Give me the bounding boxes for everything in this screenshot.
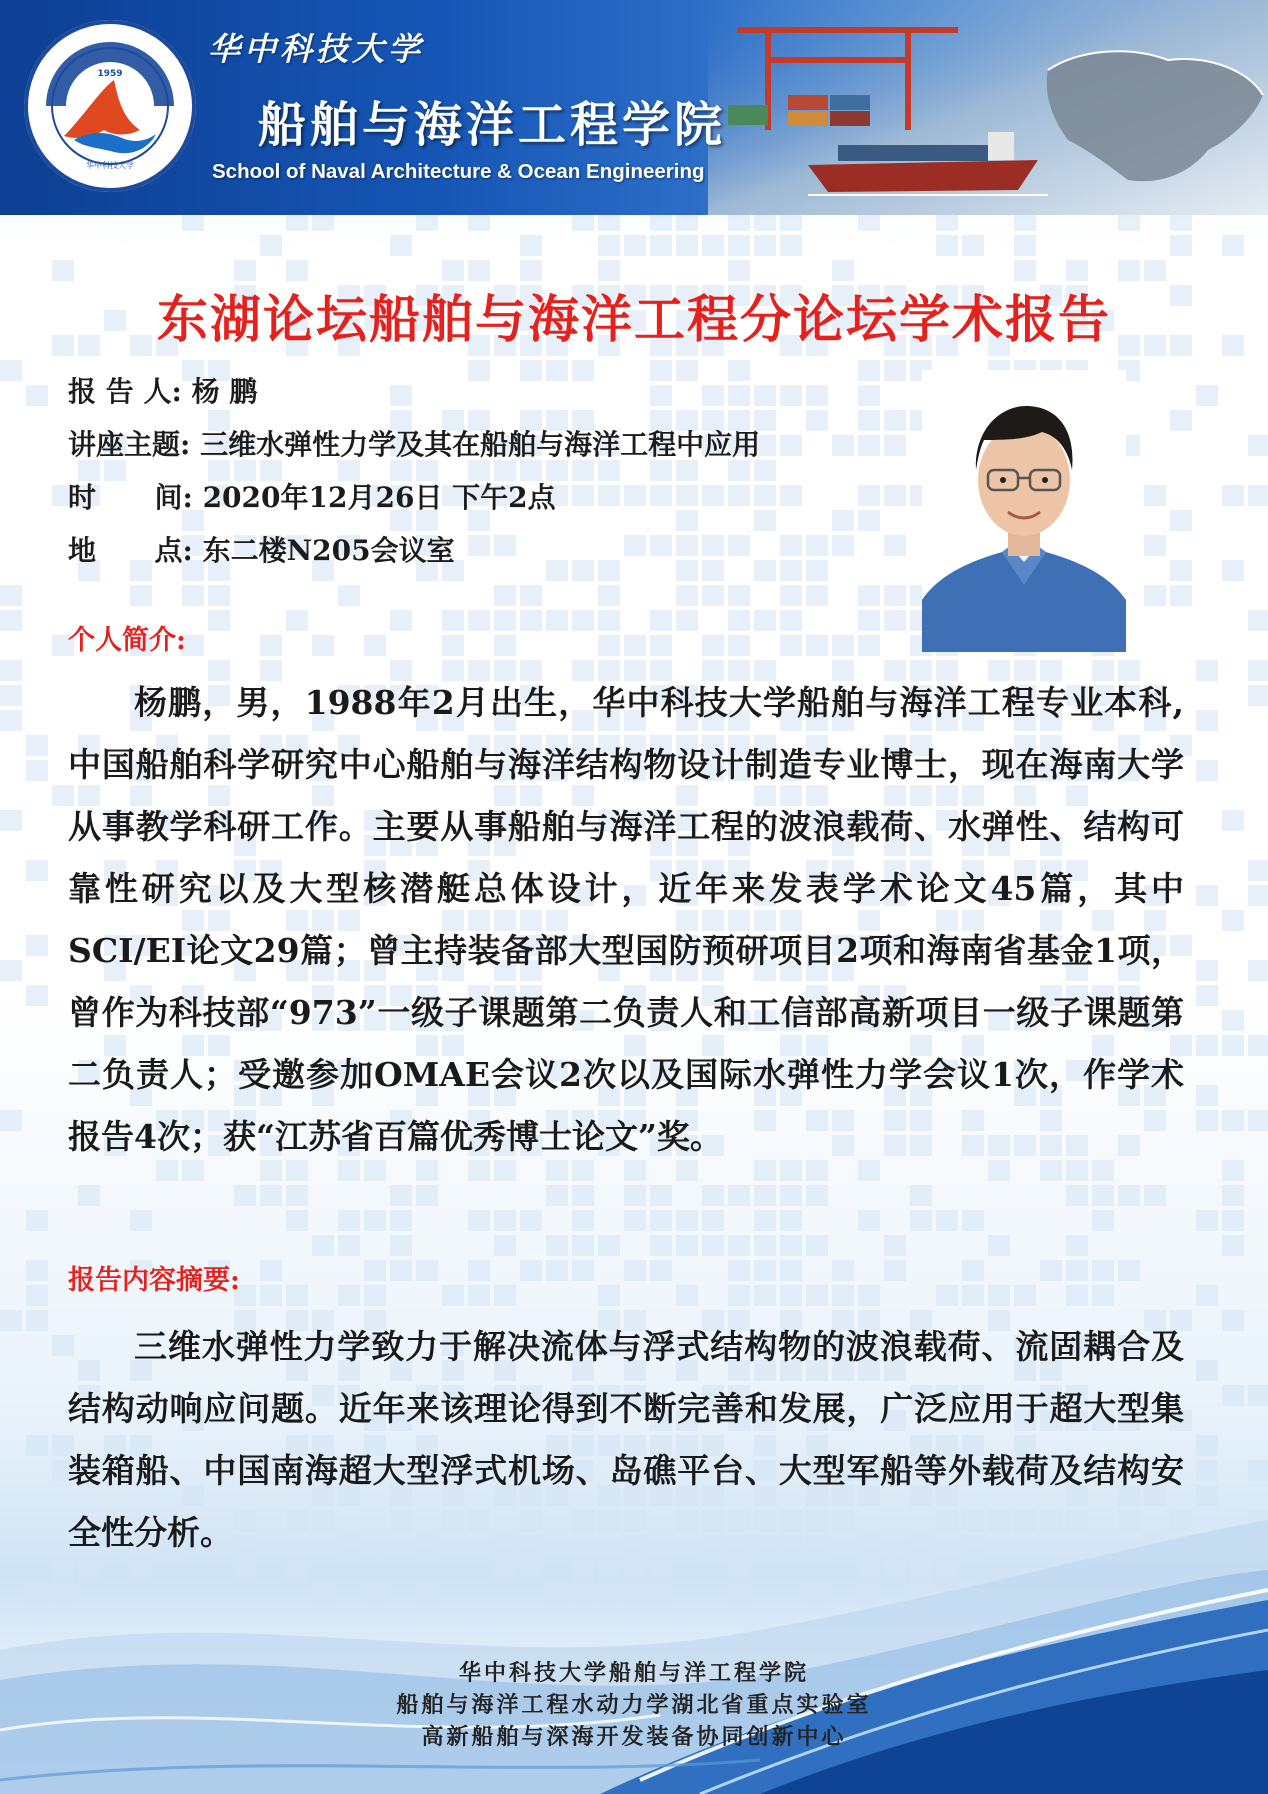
speaker-value: 杨 鹏: [191, 375, 258, 408]
header-banner: [0, 0, 1268, 215]
topic-value: 三维水弹性力学及其在船舶与海洋工程中应用: [200, 428, 761, 461]
footer-line-3: 高新船舶与深海开发装备协同创新中心: [421, 1724, 847, 1750]
place-row: [68, 529, 455, 569]
time-row: [68, 476, 556, 516]
speaker-label: 报 告 人:: [68, 375, 182, 408]
topic-row: [68, 423, 760, 463]
time-label: 时 间:: [68, 481, 193, 514]
abstract-heading: 报告内容摘要:: [68, 1265, 240, 1296]
school-name-en: School of Naval Architecture & Ocean Engineering: [212, 160, 705, 183]
bio-heading: 个人简介:: [68, 625, 186, 656]
poster-title: 东湖论坛船舶与海洋工程分论坛学术报告: [156, 290, 1111, 350]
abstract-text: 三维水弹性力学致力于解决流体与浮式结构物的波浪载荷、流固耦合及结构动响应问题。近年来该理论得到不断完善和发展，广泛应用于超大型集装箱船、中国南海超大型浮式机场、岛礁平台、大型军船等外载荷及结构安全性分析。: [68, 1327, 1184, 1552]
logo-year: 1959: [97, 69, 123, 79]
time-value: 2020年12月26日 下午2点: [202, 481, 556, 514]
footer-line-2: 船舶与海洋工程水动力学湖北省重点实验室: [396, 1692, 872, 1718]
speaker-photo: [922, 370, 1126, 652]
bio-text: 杨鹏，男，1988年2月出生，华中科技大学船舶与海洋工程专业本科,中国船舶科学研究中心船舶与海洋结构物设计制造专业博士，现在海南大学从事教学科研工作。主要从事船舶与海洋工程的波浪载荷、水弹性、结构可靠性研究以及大型核潜艇总体设计，近年来发表学术论文45篇，其中SCI/EI论文29篇；曾主持装备部大型国防预研项目2项和海南省基金1项，曾作为科技部“973”一级子课题第二负责人和工信部高新项目一级子课题第二负责人；受邀参加OMAE会议2次以及国际水弹性力学会议1次，作学术报告4次；获“江苏省百篇优秀博士论文”奖。: [68, 683, 1184, 1156]
footer-line-1: 华中科技大学船舶与洋工程学院: [458, 1660, 809, 1686]
university-name: 华中科技大学: [208, 30, 425, 68]
school-name-cn: 船舶与海洋工程学院: [258, 97, 727, 153]
logo-bottom-text: 华中科技大学: [86, 161, 134, 170]
school-logo: [22, 18, 198, 194]
topic-label: 讲座主题:: [68, 428, 191, 461]
speaker-row: [68, 370, 257, 410]
port-scene-illustration: [708, 0, 1268, 215]
place-value: 东二楼N205会议室: [202, 534, 455, 567]
place-label: 地 点:: [68, 534, 193, 567]
